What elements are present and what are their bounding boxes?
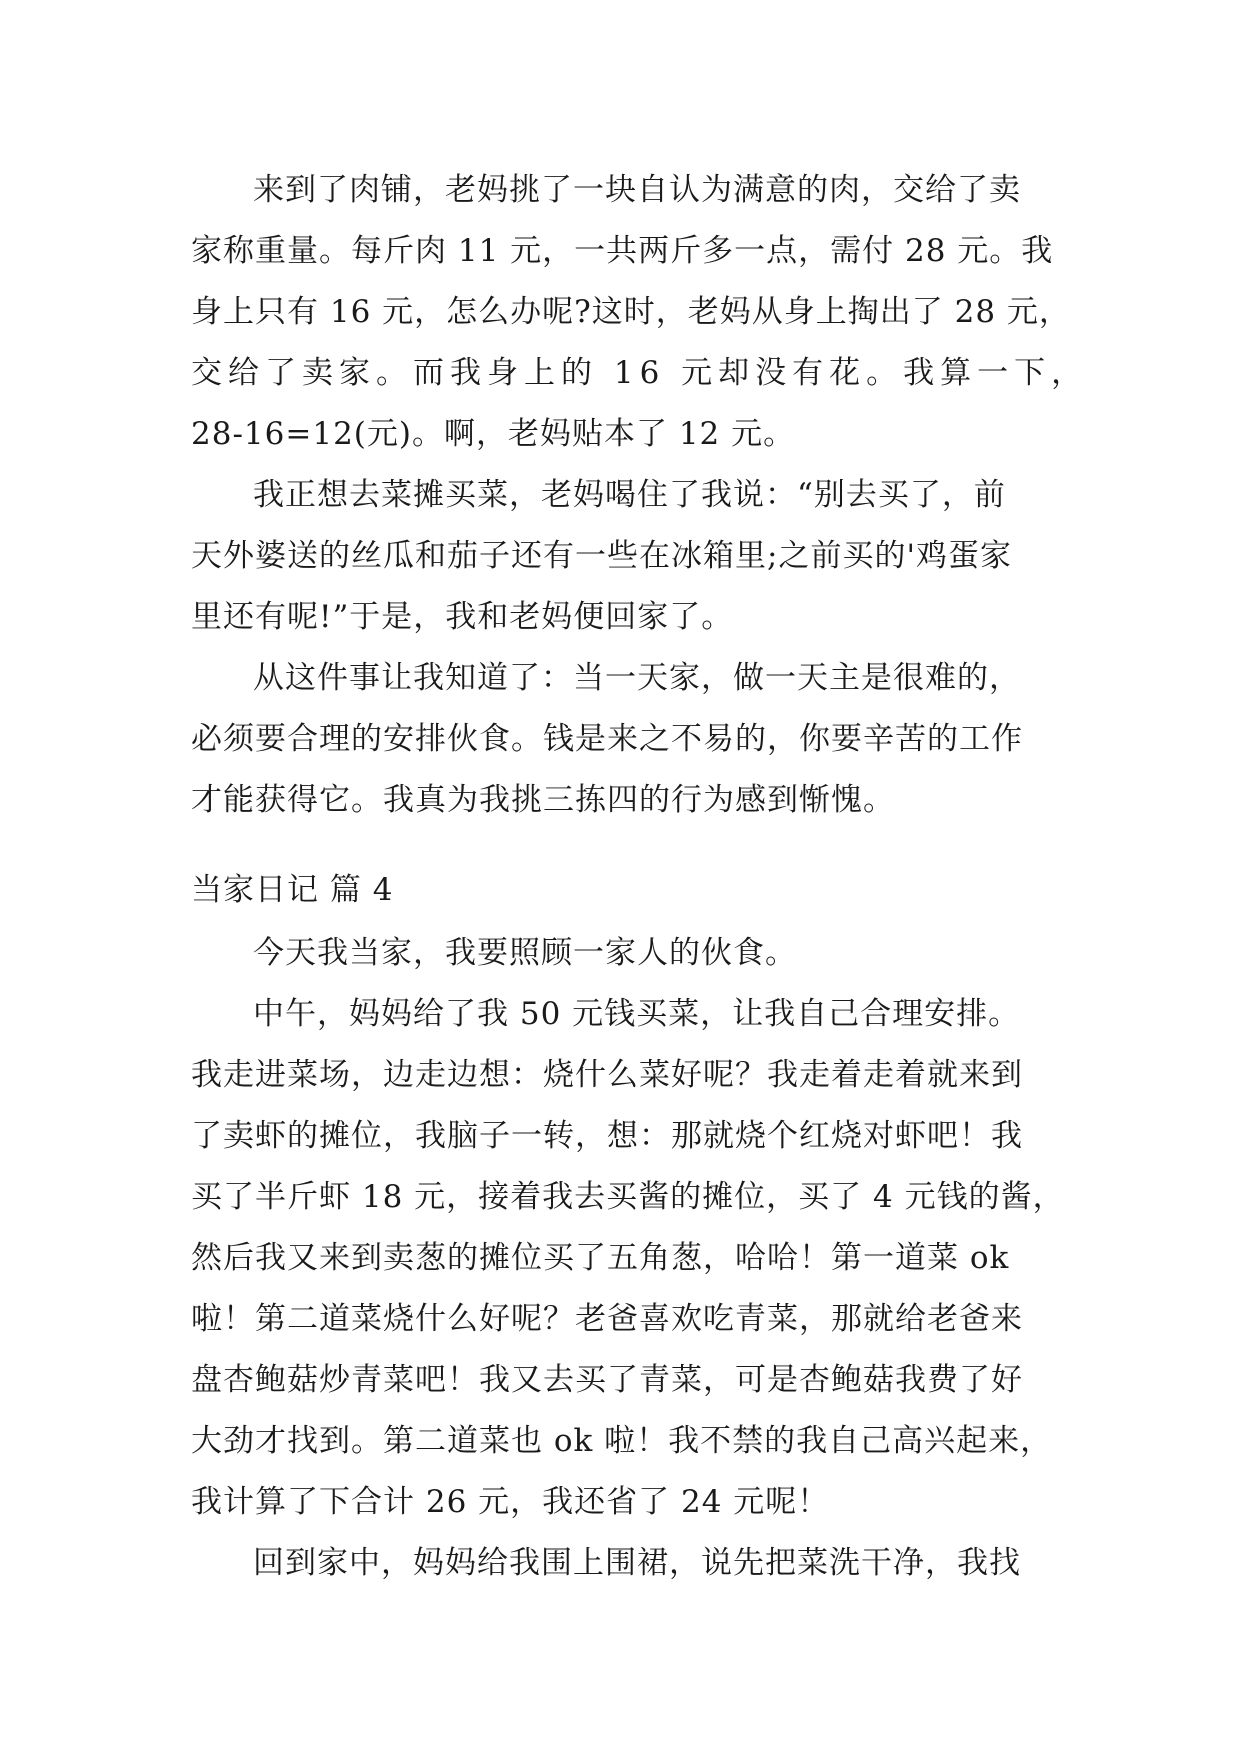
text-line: 才能获得它。我真为我挑三拣四的行为感到惭愧。 (191, 782, 895, 818)
text-line: 今天我当家，我要照顾一家人的伙食。 (253, 935, 797, 971)
section-heading: 当家日记 篇 4 (191, 872, 394, 908)
text-line: 天外婆送的丝瓜和茄子还有一些在冰箱里;之前买的'鸡蛋家 (191, 538, 1012, 574)
text-line: 我计算了下合计 26 元，我还省了 24 元呢！ (191, 1484, 830, 1520)
text-line: 啦！第二道菜烧什么好呢？老爸喜欢吃青菜，那就给老爸来 (191, 1301, 1023, 1337)
text-line: 从这件事让我知道了：当一天家，做一天主是很难的， (253, 660, 1021, 696)
paragraph-intro (191, 923, 1051, 984)
paragraph-home (191, 1533, 1051, 1594)
text-line: 必须要合理的安排伙食。钱是来之不易的，你要辛苦的工作 (191, 721, 1023, 757)
text-line: 买了半斤虾 18 元，接着我去买酱的摊位，买了 4 元钱的酱， (191, 1179, 1065, 1215)
text-line: 我走进菜场，边走边想：烧什么菜好呢？我走着走着就来到 (191, 1057, 1023, 1093)
text-line: 身上只有 16 元，怎么办呢?这时，老妈从身上掏出了 28 元， (191, 294, 1071, 330)
paragraph-lesson (191, 648, 1051, 831)
text-line: 里还有呢!”于是，我和老妈便回家了。 (191, 599, 734, 635)
paragraph-shopping (191, 984, 1065, 1533)
text-line: 中午，妈妈给了我 50 元钱买菜，让我自己合理安排。 (253, 996, 1021, 1032)
diary-part-previous (191, 160, 1089, 831)
text-line: 回到家中，妈妈给我围上围裙，说先把菜洗干净，我找 (253, 1545, 1021, 1581)
text-line: 了卖虾的摊位，我脑子一转，想：那就烧个红烧对虾吧！我 (191, 1118, 1023, 1154)
text-line: 大劲才找到。第二道菜也 ok 啦！我不禁的我自己高兴起来， (191, 1423, 1053, 1459)
paragraph-vegetable-stall (191, 465, 1051, 648)
text-line: 来到了肉铺，老妈挑了一块自认为满意的肉，交给了卖 (253, 172, 1021, 208)
text-line: 28-16=12(元)。啊，老妈贴本了 12 元。 (191, 416, 796, 452)
text-line: 家称重量。每斤肉 11 元，一共两斤多一点，需付 28 元。我 (191, 233, 1054, 269)
text-line: 然后我又来到卖葱的摊位买了五角葱，哈哈！第一道菜 ok (191, 1240, 1010, 1276)
text-line: 交给了卖家。而我身上的 16 元却没有花。我算一下， (191, 355, 1089, 391)
paragraph-meat-shop (191, 160, 1089, 465)
diary-part-4 (191, 860, 1065, 1594)
text-line: 我正想去菜摊买菜，老妈喝住了我说：“别去买了，前 (253, 477, 1006, 513)
text-line: 盘杏鲍菇炒青菜吧！我又去买了青菜，可是杏鲍菇我费了好 (191, 1362, 1023, 1398)
